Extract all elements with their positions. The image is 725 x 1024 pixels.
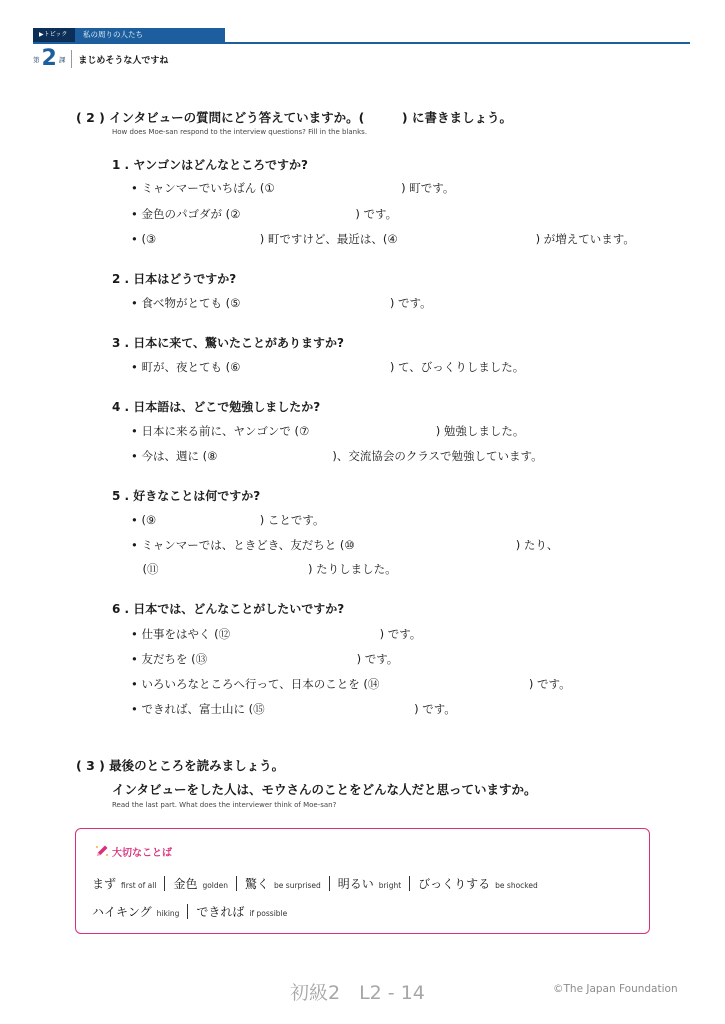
blank-item-8: • 今は、週に (⑧ )、交流協会のクラスで勉強しています。	[131, 449, 543, 463]
vocab-gloss: be shocked	[495, 881, 538, 890]
lesson-heading	[33, 48, 168, 70]
vocab-word: 驚く	[245, 877, 270, 891]
topic-tag: ▶トピック	[33, 28, 75, 42]
vocab-divider	[329, 876, 330, 891]
section-6-heading: 6 . 日本では、どんなことがしたいですか?	[112, 602, 345, 616]
blank-item-6: • 町が、夜とても (⑥ ) て、びっくりしました。	[131, 360, 525, 374]
copyright: ©The Japan Foundation	[553, 983, 678, 995]
vocabulary-row-1	[92, 875, 538, 892]
topic-bar	[33, 28, 225, 42]
blank-item-12: • 仕事をはやく (⑫ ) です。	[131, 627, 422, 641]
q3-title: ( 3 ) 最後のところを読みましょう。	[76, 758, 285, 773]
blank-item-10: • ミャンマーでは、ときどき、友だちと (⑩ ) たり、	[131, 538, 559, 552]
vocab-gloss: be surprised	[274, 881, 321, 890]
blank-item-2: • 金色のパゴダが (② ) です。	[131, 207, 398, 221]
vocab-word: 金色	[173, 877, 198, 891]
topic-name: 私の周りの人たち	[75, 28, 225, 42]
vocab-divider	[236, 876, 237, 891]
vocabulary-header	[94, 843, 172, 859]
q2-english: How does Moe-san respond to the interview questions? Fill in the blanks.	[112, 128, 368, 136]
pencil-icon	[94, 843, 110, 859]
vocab-word: ハイキング	[92, 905, 152, 919]
section-2-heading: 2 . 日本はどうですか?	[112, 272, 237, 286]
lesson-number: 2	[41, 46, 57, 71]
header-rule	[33, 42, 690, 44]
vocab-divider	[409, 876, 410, 891]
blank-item-11: (⑪ ) たりしました。	[131, 562, 397, 576]
vocabulary-row-2	[92, 903, 287, 920]
blank-item-3-4: • (③ ) 町ですけど、最近は、(④ ) が増えています。	[131, 232, 635, 246]
lesson-dai: 第	[33, 55, 40, 64]
blank-item-13: • 友だちを (⑬ ) です。	[131, 652, 399, 666]
vocab-divider	[164, 876, 165, 891]
blank-item-5: • 食べ物がとても (⑤ ) です。	[131, 296, 432, 310]
section-1-heading: 1 . ヤンゴンはどんなところですか?	[112, 158, 308, 172]
lesson-ka: 課	[58, 55, 66, 64]
section-4-heading: 4 . 日本語は、どこで勉強しましたか?	[112, 400, 321, 414]
blank-item-15: • できれば、富士山に (⑮ ) です。	[131, 702, 456, 716]
blank-item-9: • (⑨ ) ことです。	[131, 513, 325, 527]
q3-english: Read the last part. What does the interviewer think of Moe-san?	[112, 801, 337, 809]
section-3-heading: 3 . 日本に来て、驚いたことがありますか?	[112, 336, 344, 350]
vocab-gloss: golden	[202, 881, 229, 890]
vocab-gloss: if possible	[249, 909, 288, 918]
vocabulary-title: 大切なことば	[112, 847, 172, 859]
vocab-divider	[187, 904, 188, 919]
vocab-gloss: first of all	[121, 881, 157, 890]
vocab-word: まず	[92, 877, 117, 891]
vocab-gloss: bright	[378, 881, 402, 890]
section-5-heading: 5 . 好きなことは何ですか?	[112, 489, 261, 503]
lesson-divider	[71, 50, 72, 68]
page-number: 初級2 L2 - 14	[290, 982, 425, 1004]
blank-item-7: • 日本に来る前に、ヤンゴンで (⑦ ) 勉強しました。	[131, 424, 525, 438]
lesson-title: まじめそうな人ですね	[78, 55, 169, 66]
q3-question: インタビューをした人は、モウさんのことをどんな人だと思っていますか。	[112, 782, 537, 797]
vocabulary-box	[75, 828, 650, 934]
vocab-word: びっくりする	[418, 877, 491, 891]
vocab-gloss: hiking	[156, 909, 180, 918]
vocab-word: できれば	[196, 905, 245, 919]
q2-title: ( 2 ) インタビューの質問にどう答えていますか。( ) に書きましょう。	[76, 110, 512, 125]
vocab-word: 明るい	[337, 877, 374, 891]
blank-item-1: • ミャンマーでいちばん (① ) 町です。	[131, 181, 455, 195]
blank-item-14: • いろいろなところへ行って、日本のことを (⑭ ) です。	[131, 677, 571, 691]
